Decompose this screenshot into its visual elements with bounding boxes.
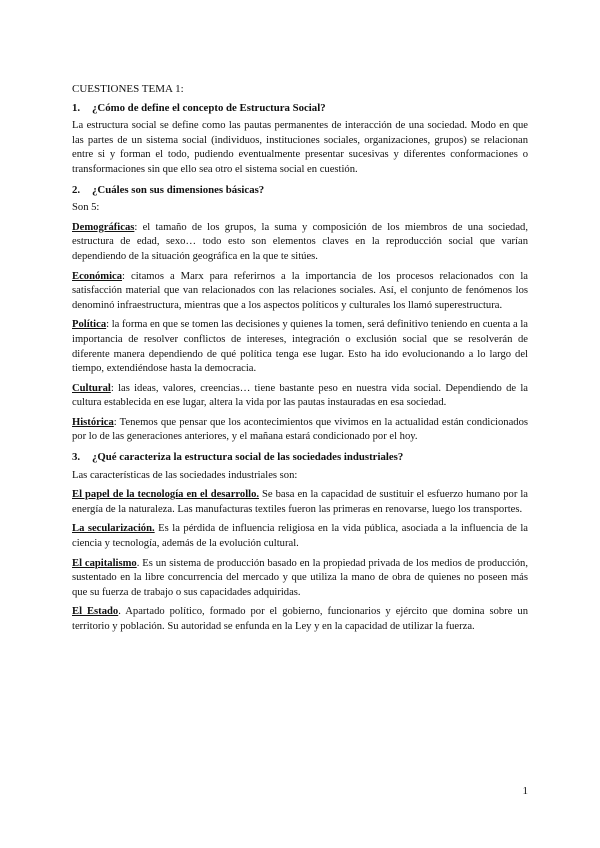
question-2-text: ¿Cuáles son sus dimensiones básicas? xyxy=(92,183,265,196)
dimension-term: Cultural xyxy=(72,382,111,394)
question-1-heading xyxy=(72,101,528,116)
characteristic-term: El capitalismo xyxy=(72,557,137,569)
characteristic-term: El Estado xyxy=(72,606,119,618)
characteristic-text: . Es un sistema de producción basado en la propiedad privada de los medios de producción, sustentado en la libre concurrencia del mercado y que utiliza la mano de obra de quienes no poseen más que su fuerza de trabajo o sus capacidades adquiridas. xyxy=(72,557,528,598)
question-3-heading xyxy=(72,450,528,465)
dimension-term: Demográficas xyxy=(72,221,135,233)
characteristic-term: La secularización. xyxy=(72,523,155,535)
question-3-text: ¿Qué caracteriza la estructura social de las sociedades industriales? xyxy=(92,451,404,464)
dimension-text: : el tamaño de los grupos, la suma y composición de los miembros de una sociedad, estructura de edad, sexo… todo esto son elementos claves en la reproducción social que varían dependiendo de la situación geográfica en la que te sitúes. xyxy=(72,221,528,262)
dimension-term: Histórica xyxy=(72,416,114,428)
characteristic-text: Es la pérdida de influencia religiosa en la vida pública, asociada a la influencia de la ciencia y tecnología, además de la evolución cultural. xyxy=(72,523,528,550)
dimension-historica xyxy=(72,416,528,445)
dimension-term: Política xyxy=(72,319,107,331)
question-1-answer: La estructura social se define como las pautas permanentes de interacción de una sociedad. Modo en que las partes de un sistema social (individuos, instituciones sociales, organizaciones, grupos) se relacionan entre si y forman el todo, pudiendo eventualmente presentar sucesivas y diferentes conformaciones o transformaciones sin que ello sea otro el sistema social en cuestión. xyxy=(72,120,528,175)
characteristic-text: . Apartado político, formado por el gobierno, funcionarios y ejército que domina sobre un territorio y población. Su autoridad se enfunda en la Ley y en la capacidad de utilizar la fuerza. xyxy=(72,606,528,632)
dimension-text: : Tenemos que pensar que los acontecimientos que vivimos en la actualidad están condicionados por lo de las generaciones anteriores, y el mañana estará condicionado por el hoy. xyxy=(72,416,528,443)
dimension-text: : la forma en que se tomen las decisiones y quienes la tomen, será definitivo teniendo en cuenta a la importancia de resolver conflictos de intereses, integración o exclusión social que se resolverán de diferente manera dependiendo de qué política tenga ese lugar. Esto ha ido evolucionando a lo largo del tiempo, extendiéndose hasta la democracia. xyxy=(72,319,528,375)
question-1-number: 1. xyxy=(72,101,81,114)
question-3-number: 3. xyxy=(72,451,81,464)
characteristic-estado xyxy=(72,605,528,634)
characteristic-term: El papel de la tecnología en el desarrollo. xyxy=(72,489,260,501)
dimension-politica xyxy=(72,318,528,376)
dimension-economica xyxy=(72,270,528,314)
dimension-text: : las ideas, valores, creencias… tiene bastante peso en nuestra vida social. Dependiendo de la cultura establecida en ese lugar, altera la vida por las pautas instauradas en esa sociedad. xyxy=(72,382,528,409)
characteristic-tecnologia xyxy=(72,488,528,517)
dimension-term: Económica xyxy=(72,270,123,282)
characteristic-text: Se basa en la capacidad de sustituir el esfuerzo humano por la energía de la naturaleza. Las manufacturas textiles fueron las primeras en renovarse, luego los transportes. xyxy=(72,489,528,515)
question-2-number: 2. xyxy=(72,183,81,196)
characteristic-capitalismo xyxy=(72,557,528,601)
question-2-heading xyxy=(72,183,528,198)
dimension-cultural xyxy=(72,382,528,411)
dimension-text: : citamos a Marx para referirnos a la importancia de los procesos relacionados con la satisfacción material que van relacionados con las relaciones sociales. Así, el conjunto de fenómenos los denominó infraestructura, mientras que a los aspectos políticos y culturales los llamó superestructura. xyxy=(72,270,528,311)
page-number: 1 xyxy=(522,785,528,797)
question-1-text: ¿Cómo de define el concepto de Estructura Social? xyxy=(92,101,326,114)
document-title: CUESTIONES TEMA 1: xyxy=(72,83,184,95)
document-page xyxy=(72,82,528,640)
question-3-intro: Las características de las sociedades industriales son: xyxy=(72,469,298,481)
dimension-demograficas xyxy=(72,221,528,265)
question-2-intro: Son 5: xyxy=(72,202,100,214)
characteristic-secularizacion xyxy=(72,522,528,551)
